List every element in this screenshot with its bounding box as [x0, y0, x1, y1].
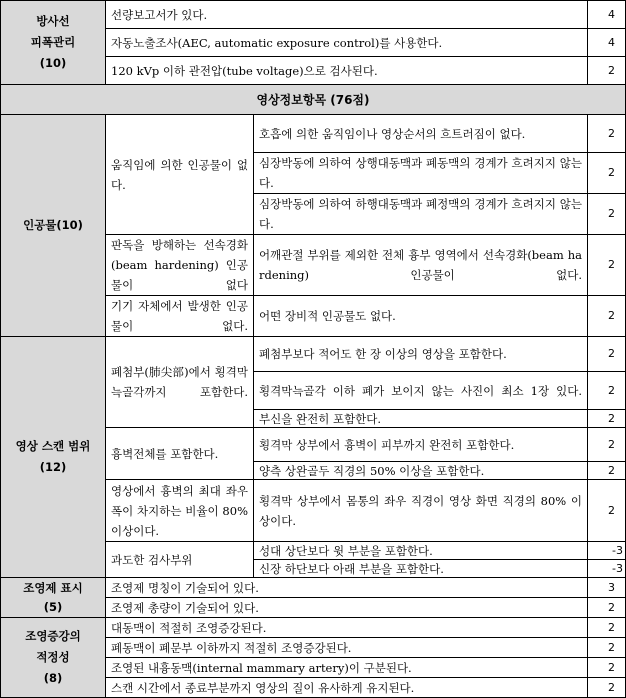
- criterion-cell: 어깨관절 부위를 제외한 전체 흉부 영역에서 선속경화(beam hardening) 인공물이 없다.: [254, 235, 588, 296]
- criterion-cell: 선량보고서가 있다.: [106, 1, 588, 29]
- score-cell: 2: [588, 57, 626, 85]
- table-row: [1, 618, 626, 638]
- score-cell: 2: [588, 410, 626, 428]
- score-cell: 2: [588, 194, 626, 235]
- category-scan-range: [1, 337, 106, 578]
- score-cell: 2: [588, 462, 626, 480]
- table-row: [1, 85, 626, 115]
- category-line: 방사선: [36, 14, 70, 28]
- criterion-cell: 호흡에 의한 움직임이나 영상순서의 흐트러짐이 없다.: [254, 115, 588, 153]
- criterion-cell: 성대 상단보다 윗 부분을 포함한다.: [254, 542, 588, 560]
- subcategory-cell: 폐첨부(肺尖部)에서 횡격막늑골각까지 포함한다.: [106, 337, 254, 428]
- score-cell: -3: [588, 560, 626, 578]
- score-cell: 2: [588, 598, 626, 618]
- table-row: [1, 578, 626, 598]
- criterion-cell: 심장박동에 의하여 상행대동맥과 폐동맥의 경계가 흐려지지 않는다.: [254, 153, 588, 194]
- criterion-cell: 조영제 명칭이 기술되어 있다.: [106, 578, 588, 598]
- criterion-cell: 폐첨부보다 적어도 한 장 이상의 영상을 포함한다.: [254, 337, 588, 372]
- category-line: 영상 스캔 범위: [15, 439, 91, 453]
- criterion-cell: 폐동맥이 폐문부 이하까지 적절히 조영증강된다.: [106, 638, 588, 658]
- criterion-cell: 양측 상완골두 직경의 50% 이상을 포함한다.: [254, 462, 588, 480]
- score-cell: 2: [588, 153, 626, 194]
- category-line: (5): [43, 599, 63, 614]
- category-contrast: [1, 578, 106, 618]
- criterion-cell: 신장 하단보다 아래 부분을 포함한다.: [254, 560, 588, 578]
- criterion-cell: 스캔 시간에서 종료부분까지 영상의 질이 유사하게 유지된다.: [106, 678, 588, 698]
- table-row: [1, 115, 626, 153]
- table-row: [1, 337, 626, 372]
- criterion-cell: 120 kVp 이하 관전압(tube voltage)으로 검사된다.: [106, 57, 588, 85]
- subcategory-cell: 기기 자체에서 발생한 인공물이 없다.: [106, 296, 254, 337]
- category-enhancement: [1, 618, 106, 698]
- score-cell: -3: [588, 542, 626, 560]
- score-cell: 2: [588, 480, 626, 542]
- subcategory-cell: 과도한 검사부위: [106, 542, 254, 578]
- criterion-cell: 횡격막늑골각 이하 폐가 보이지 않는 사진이 최소 1장 있다.: [254, 372, 588, 410]
- subcategory-cell: 판독을 방해하는 선속경화(beam hardening) 인공물이 없다: [106, 235, 254, 296]
- criterion-cell: 어떤 장비적 인공물도 없다.: [254, 296, 588, 337]
- score-cell: 2: [588, 115, 626, 153]
- criterion-cell: 대동맥이 적절히 조영증강된다.: [106, 618, 588, 638]
- subcategory-cell: 영상에서 흉벽의 최대 좌우 폭이 차지하는 비율이 80% 이상이다.: [106, 480, 254, 542]
- score-cell: 2: [588, 618, 626, 638]
- category-line: 조영제 표시: [23, 580, 83, 595]
- category-line: 피폭관리: [30, 35, 76, 49]
- score-cell: 2: [588, 235, 626, 296]
- criterion-cell: 부신을 완전히 포함한다.: [254, 410, 588, 428]
- table-row: [1, 1, 626, 29]
- subcategory-cell: 움직임에 의한 인공물이 없다.: [106, 115, 254, 235]
- score-cell: 2: [588, 372, 626, 410]
- category-line: (10): [39, 56, 67, 70]
- criterion-cell: 횡격막 상부에서 흉벽이 피부까지 완전히 포함한다.: [254, 428, 588, 462]
- category-line: 적정성: [36, 650, 70, 664]
- score-cell: 2: [588, 658, 626, 678]
- score-cell: 3: [588, 578, 626, 598]
- criterion-cell: 조영된 내흉동맥(internal mammary artery)이 구분된다.: [106, 658, 588, 678]
- category-line: (8): [43, 671, 63, 685]
- score-cell: 4: [588, 1, 626, 29]
- criterion-cell: 심장박동에 의하여 하행대동맥과 폐정맥의 경계가 흐려지지 않는다.: [254, 194, 588, 235]
- score-cell: 2: [588, 296, 626, 337]
- score-cell: 2: [588, 337, 626, 372]
- criterion-cell: 횡격막 상부에서 몸통의 좌우 직경이 영상 화면 직경의 80% 이상이다.: [254, 480, 588, 542]
- score-cell: 2: [588, 638, 626, 658]
- category-artifact: 인공물(10): [1, 115, 106, 337]
- category-radiation: [1, 1, 106, 85]
- section-header: 영상정보항목 (76점): [1, 85, 626, 115]
- subcategory-cell: 흉벽전체를 포함한다.: [106, 428, 254, 480]
- score-cell: 2: [588, 678, 626, 698]
- criterion-cell: 자동노출조사(AEC, automatic exposure control)를 사용한다.: [106, 29, 588, 57]
- criterion-cell: 조영제 총량이 기술되어 있다.: [106, 598, 588, 618]
- category-line: 조영증강의: [25, 629, 81, 643]
- score-cell: 2: [588, 428, 626, 462]
- score-cell: 4: [588, 29, 626, 57]
- category-line: (12): [39, 460, 67, 474]
